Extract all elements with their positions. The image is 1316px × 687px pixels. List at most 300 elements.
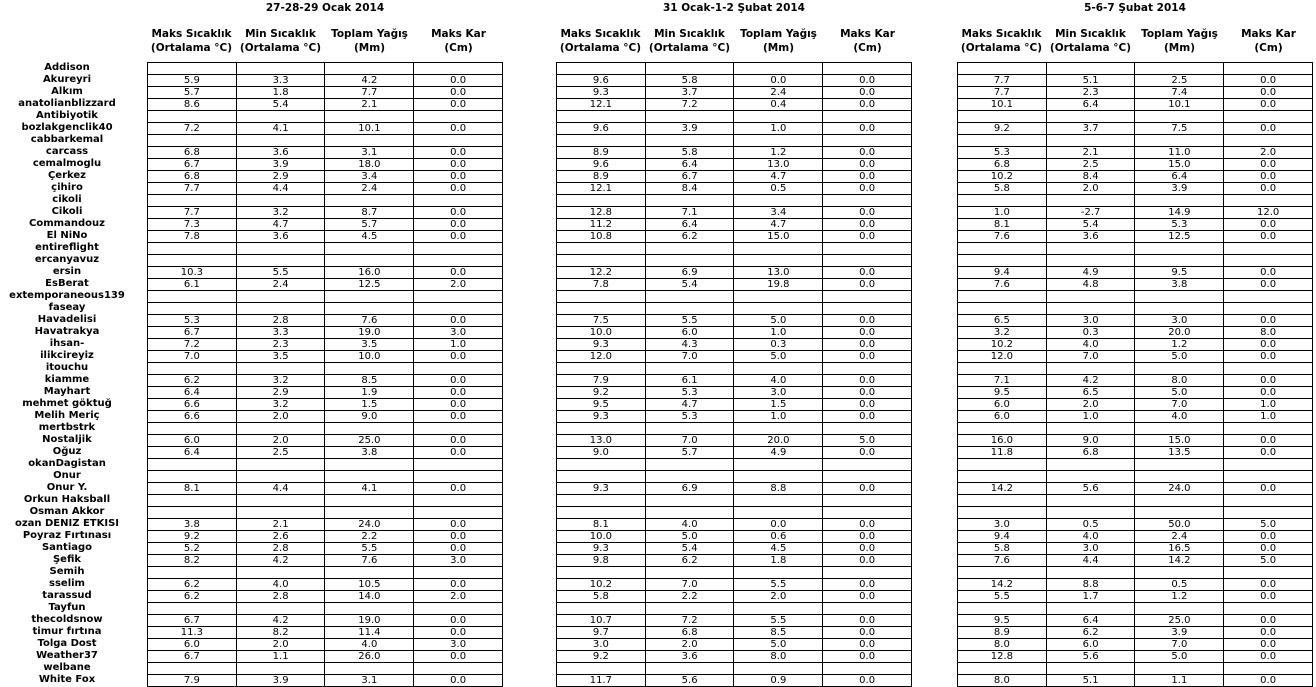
table-cell: 0.5	[734, 183, 823, 195]
table-cell	[958, 423, 1047, 435]
table-cell	[823, 63, 912, 75]
column-header-line1: Toplam Yağış	[740, 28, 817, 40]
table-cell: 0.0	[414, 411, 503, 423]
table-cell: 7.6	[958, 555, 1047, 567]
table-cell: 5.0	[1224, 555, 1313, 567]
table-cell: 0.0	[414, 675, 503, 687]
table-row	[958, 675, 1313, 687]
table-cell: 2.0	[645, 639, 734, 651]
table-cell	[958, 603, 1047, 615]
table-cell: 3.6	[1046, 231, 1135, 243]
table-cell: 1.0	[414, 339, 503, 351]
table-cell	[414, 567, 503, 579]
table-row	[958, 447, 1313, 459]
table-cell	[325, 471, 414, 483]
column-header	[1046, 27, 1135, 55]
table-cell: 9.5	[958, 615, 1047, 627]
table-row	[958, 663, 1313, 675]
table-cell: 16.0	[325, 267, 414, 279]
table-cell: 6.2	[1046, 627, 1135, 639]
table-cell: 6.8	[1046, 447, 1135, 459]
table-cell: 10.1	[958, 99, 1047, 111]
forecaster-name: Havatrakya	[34, 326, 100, 337]
table-cell: 0.0	[1224, 435, 1313, 447]
table-cell: 0.0	[414, 147, 503, 159]
table-cell: 6.7	[148, 651, 237, 663]
table-cell: 0.0	[414, 627, 503, 639]
table-cell: 7.1	[958, 375, 1047, 387]
table-cell: 5.4	[1046, 219, 1135, 231]
table-cell	[236, 291, 325, 303]
table-cell: 7.5	[1135, 123, 1224, 135]
column-header-line1: Maks Sıcaklık	[961, 28, 1042, 40]
table-cell: 50.0	[1135, 519, 1224, 531]
table-cell	[958, 363, 1047, 375]
table-cell: 6.6	[148, 399, 237, 411]
table-cell: 10.2	[958, 171, 1047, 183]
table-row	[557, 159, 912, 171]
table-cell: 6.0	[958, 411, 1047, 423]
table-cell: 3.9	[645, 123, 734, 135]
table-cell	[1224, 255, 1313, 267]
forecast-table	[957, 62, 1313, 687]
table-cell	[823, 243, 912, 255]
table-row	[958, 483, 1313, 495]
table-cell	[557, 135, 646, 147]
table-row	[557, 375, 912, 387]
table-cell: 2.4	[325, 183, 414, 195]
table-cell	[958, 507, 1047, 519]
table-row	[958, 339, 1313, 351]
column-header-line2: (Ortalama °C)	[648, 42, 731, 54]
column-header-line1: Maks Sıcaklık	[560, 28, 641, 40]
table-row	[958, 507, 1313, 519]
table-row	[148, 627, 503, 639]
column-header-line2: (Ortalama °C)	[559, 42, 642, 54]
table-cell: 4.1	[236, 123, 325, 135]
table-cell: 0.0	[1224, 123, 1313, 135]
forecaster-name: tarassud	[42, 590, 92, 601]
table-row	[958, 243, 1313, 255]
table-row	[148, 603, 503, 615]
table-cell: 20.0	[734, 435, 823, 447]
table-cell: 0.5	[1135, 579, 1224, 591]
table-row	[958, 159, 1313, 171]
forecaster-name: mehmet göktuğ	[22, 398, 112, 409]
table-cell: 2.0	[414, 279, 503, 291]
table-row	[148, 183, 503, 195]
table-cell: 0.0	[1224, 615, 1313, 627]
table-cell: 13.0	[734, 159, 823, 171]
table-cell: 9.0	[325, 411, 414, 423]
table-row	[958, 255, 1313, 267]
table-cell: 5.3	[1135, 219, 1224, 231]
table-cell	[1135, 507, 1224, 519]
table-cell: 2.4	[734, 87, 823, 99]
table-cell	[236, 459, 325, 471]
table-cell	[645, 243, 734, 255]
table-cell	[1046, 363, 1135, 375]
table-cell: 0.0	[823, 159, 912, 171]
table-row	[148, 495, 503, 507]
table-cell	[645, 471, 734, 483]
table-cell	[823, 111, 912, 123]
table-cell: 5.8	[645, 147, 734, 159]
table-cell: 6.9	[645, 483, 734, 495]
column-header-line2: (Ortalama °C)	[239, 42, 322, 54]
table-cell: 8.2	[148, 555, 237, 567]
table-cell	[734, 63, 823, 75]
table-row	[958, 195, 1313, 207]
table-cell: 0.0	[823, 231, 912, 243]
table-row	[148, 591, 503, 603]
table-cell	[236, 63, 325, 75]
table-cell	[645, 603, 734, 615]
table-cell: 6.4	[1046, 99, 1135, 111]
forecaster-name: Oğuz	[52, 446, 82, 457]
table-cell: 0.0	[414, 75, 503, 87]
table-row	[148, 315, 503, 327]
table-cell: 0.0	[414, 159, 503, 171]
table-cell: 14.9	[1135, 207, 1224, 219]
table-cell: 7.6	[325, 315, 414, 327]
forecaster-name: Melih Meriç	[34, 410, 100, 421]
table-cell: 5.1	[1046, 75, 1135, 87]
table-cell: 7.7	[148, 207, 237, 219]
table-cell: 19.8	[734, 279, 823, 291]
table-cell: 10.0	[557, 327, 646, 339]
table-cell	[1046, 459, 1135, 471]
table-cell	[645, 63, 734, 75]
table-cell: 5.6	[645, 675, 734, 687]
table-row	[148, 147, 503, 159]
table-cell: 8.5	[734, 627, 823, 639]
table-cell	[1135, 567, 1224, 579]
table-cell: 9.2	[557, 387, 646, 399]
table-cell: 3.0	[958, 519, 1047, 531]
table-cell: 11.4	[325, 627, 414, 639]
forecaster-name: Antibiyotik	[36, 110, 98, 121]
table-cell: 4.7	[734, 171, 823, 183]
table-cell	[958, 195, 1047, 207]
table-cell	[325, 507, 414, 519]
table-cell	[1135, 495, 1224, 507]
table-cell: 4.7	[236, 219, 325, 231]
table-row	[148, 423, 503, 435]
table-row	[958, 531, 1313, 543]
forecaster-name: welbane	[43, 662, 91, 673]
table-cell: 0.0	[1224, 315, 1313, 327]
table-cell	[325, 111, 414, 123]
forecaster-name: EsBerat	[45, 278, 89, 289]
table-cell: 0.0	[823, 279, 912, 291]
table-cell: 5.0	[1135, 651, 1224, 663]
column-header-line1: Toplam Yağış	[331, 28, 408, 40]
table-cell	[823, 423, 912, 435]
table-cell	[958, 255, 1047, 267]
table-cell: 9.6	[557, 123, 646, 135]
column-header-line2: (Ortalama °C)	[1049, 42, 1132, 54]
table-cell	[148, 567, 237, 579]
table-cell	[414, 495, 503, 507]
table-cell	[1224, 363, 1313, 375]
table-cell: 0.0	[414, 579, 503, 591]
table-row	[958, 423, 1313, 435]
table-cell: 9.3	[557, 87, 646, 99]
table-cell: 8.4	[1046, 171, 1135, 183]
table-cell	[557, 291, 646, 303]
table-cell: 3.3	[236, 75, 325, 87]
table-cell: 8.0	[958, 675, 1047, 687]
table-row	[958, 279, 1313, 291]
table-cell: 4.4	[1046, 555, 1135, 567]
table-row	[148, 447, 503, 459]
table-cell: 7.0	[645, 435, 734, 447]
table-cell	[325, 135, 414, 147]
column-header-line2: (Cm)	[1254, 42, 1283, 54]
table-cell	[958, 459, 1047, 471]
table-cell: 6.7	[148, 159, 237, 171]
table-cell: 4.0	[645, 519, 734, 531]
forecaster-name: bozlakgenclik40	[21, 122, 113, 133]
table-row	[557, 651, 912, 663]
table-row	[148, 387, 503, 399]
table-cell: 2.3	[236, 339, 325, 351]
table-cell: 5.5	[645, 315, 734, 327]
table-cell: 2.3	[1046, 87, 1135, 99]
table-cell	[325, 495, 414, 507]
table-cell: 5.1	[1046, 675, 1135, 687]
table-cell	[236, 195, 325, 207]
forecaster-name: Şefik	[52, 554, 82, 565]
table-cell: 14.2	[1135, 555, 1224, 567]
table-row	[958, 123, 1313, 135]
table-cell: 0.0	[1224, 591, 1313, 603]
table-row	[958, 543, 1313, 555]
table-row	[958, 627, 1313, 639]
table-cell: 0.0	[1224, 375, 1313, 387]
period-title: 31 Ocak-1-2 Şubat 2014	[662, 2, 805, 14]
table-cell: 5.3	[148, 315, 237, 327]
forecaster-name: Nostaljik	[42, 434, 92, 445]
table-cell: 9.8	[557, 555, 646, 567]
table-row	[148, 87, 503, 99]
table-row	[958, 267, 1313, 279]
table-cell	[645, 303, 734, 315]
table-cell: 5.4	[645, 543, 734, 555]
table-row	[958, 639, 1313, 651]
table-row	[557, 75, 912, 87]
table-cell: 4.0	[1046, 339, 1135, 351]
table-cell: 1.5	[325, 399, 414, 411]
table-row	[557, 87, 912, 99]
table-cell: 7.0	[148, 351, 237, 363]
table-cell: 5.7	[148, 87, 237, 99]
table-cell: 0.0	[1224, 267, 1313, 279]
table-cell	[557, 255, 646, 267]
table-cell	[645, 567, 734, 579]
table-cell: 8.9	[557, 171, 646, 183]
table-cell: 7.0	[1135, 639, 1224, 651]
table-row	[557, 363, 912, 375]
table-cell: 3.0	[414, 327, 503, 339]
period-title: 27-28-29 Ocak 2014	[265, 2, 385, 14]
table-cell: 7.0	[1046, 351, 1135, 363]
table-cell: 6.5	[958, 315, 1047, 327]
forecaster-name: cikoli	[52, 194, 82, 205]
table-row	[148, 219, 503, 231]
table-cell	[148, 603, 237, 615]
table-cell: 10.5	[325, 579, 414, 591]
table-cell	[414, 603, 503, 615]
table-cell	[236, 495, 325, 507]
table-cell	[325, 663, 414, 675]
table-cell: 6.4	[645, 159, 734, 171]
table-cell	[557, 111, 646, 123]
table-row	[557, 351, 912, 363]
table-cell	[734, 195, 823, 207]
table-cell: 8.2	[236, 627, 325, 639]
table-cell	[148, 63, 237, 75]
table-cell: 1.0	[734, 327, 823, 339]
table-cell: 0.0	[414, 87, 503, 99]
table-row	[557, 219, 912, 231]
column-header	[823, 27, 912, 55]
table-cell: 6.4	[148, 387, 237, 399]
table-cell: 24.0	[325, 519, 414, 531]
table-cell: 0.0	[823, 339, 912, 351]
forecaster-name: faseay	[48, 302, 86, 313]
table-cell: 5.3	[645, 411, 734, 423]
table-cell: 0.0	[1224, 351, 1313, 363]
table-cell	[734, 363, 823, 375]
table-cell	[325, 459, 414, 471]
table-cell	[958, 567, 1047, 579]
table-cell: 3.0	[414, 639, 503, 651]
table-cell: 6.1	[148, 279, 237, 291]
table-cell	[1224, 291, 1313, 303]
forecaster-name: anatolianblizzard	[18, 98, 116, 109]
table-cell	[557, 363, 646, 375]
table-cell: 15.0	[734, 231, 823, 243]
table-cell: 5.4	[236, 99, 325, 111]
table-cell: 10.2	[958, 339, 1047, 351]
table-cell	[823, 459, 912, 471]
table-cell: 3.0	[414, 555, 503, 567]
table-cell	[414, 303, 503, 315]
forecaster-name: Mayhart	[43, 386, 91, 397]
table-row	[557, 267, 912, 279]
table-row	[958, 651, 1313, 663]
table-cell	[823, 663, 912, 675]
table-cell: 0.0	[1224, 627, 1313, 639]
table-cell: 0.0	[823, 123, 912, 135]
table-cell	[1135, 303, 1224, 315]
table-cell: 3.2	[236, 375, 325, 387]
column-header-line2: (Ortalama °C)	[150, 42, 233, 54]
table-row	[958, 219, 1313, 231]
table-row	[958, 579, 1313, 591]
table-cell	[1046, 243, 1135, 255]
table-cell: 0.0	[414, 387, 503, 399]
forecaster-name: ihsan-	[49, 338, 85, 349]
table-cell: 0.0	[414, 315, 503, 327]
table-cell: 5.8	[557, 591, 646, 603]
table-row	[958, 351, 1313, 363]
table-cell: 3.5	[236, 351, 325, 363]
table-cell: 4.9	[734, 447, 823, 459]
table-row	[958, 87, 1313, 99]
table-cell: 26.0	[325, 651, 414, 663]
table-cell	[823, 303, 912, 315]
table-cell	[1224, 423, 1313, 435]
table-cell: 7.6	[325, 555, 414, 567]
table-cell: 0.0	[1224, 159, 1313, 171]
table-row	[557, 183, 912, 195]
table-row	[557, 675, 912, 687]
table-cell: 2.9	[236, 387, 325, 399]
table-cell	[734, 291, 823, 303]
table-row	[958, 567, 1313, 579]
table-row	[557, 627, 912, 639]
forecaster-name: ozan DENİZ ETKİSİ	[14, 518, 120, 529]
forecaster-name: Alkım	[51, 86, 83, 97]
table-cell: 4.0	[325, 639, 414, 651]
table-cell: 0.0	[823, 483, 912, 495]
table-row	[148, 639, 503, 651]
table-cell: 2.5	[1046, 159, 1135, 171]
table-cell: 4.3	[645, 339, 734, 351]
table-cell: 7.0	[645, 351, 734, 363]
table-row	[557, 123, 912, 135]
table-cell: 5.0	[823, 435, 912, 447]
table-cell: 0.0	[823, 555, 912, 567]
table-cell: 0.0	[1224, 543, 1313, 555]
table-cell: 0.3	[734, 339, 823, 351]
table-cell: 5.8	[958, 183, 1047, 195]
table-cell	[557, 423, 646, 435]
table-cell: 4.1	[325, 483, 414, 495]
table-cell: 6.2	[645, 231, 734, 243]
table-cell: 0.0	[823, 99, 912, 111]
table-row	[148, 195, 503, 207]
table-row	[958, 183, 1313, 195]
table-cell: 7.2	[148, 339, 237, 351]
column-header	[957, 27, 1046, 55]
table-cell	[557, 303, 646, 315]
forecaster-name: White Fox	[38, 674, 96, 685]
table-cell: 6.2	[148, 591, 237, 603]
table-cell: 2.1	[325, 99, 414, 111]
table-cell: 4.0	[236, 579, 325, 591]
table-cell	[414, 507, 503, 519]
table-cell: 0.0	[823, 147, 912, 159]
table-cell: 0.0	[414, 483, 503, 495]
table-row	[148, 339, 503, 351]
table-cell	[645, 495, 734, 507]
table-row	[148, 327, 503, 339]
table-cell: 6.2	[148, 579, 237, 591]
forecaster-name: çihiro	[51, 182, 83, 193]
forecaster-name: El NiÑo	[46, 230, 88, 241]
table-cell: 9.5	[1135, 267, 1224, 279]
table-cell: 6.4	[148, 447, 237, 459]
table-cell: 6.0	[958, 399, 1047, 411]
table-cell: 4.2	[1046, 375, 1135, 387]
forecaster-name: timur fırtına	[32, 626, 102, 637]
table-cell	[1046, 255, 1135, 267]
table-cell: 6.0	[645, 327, 734, 339]
